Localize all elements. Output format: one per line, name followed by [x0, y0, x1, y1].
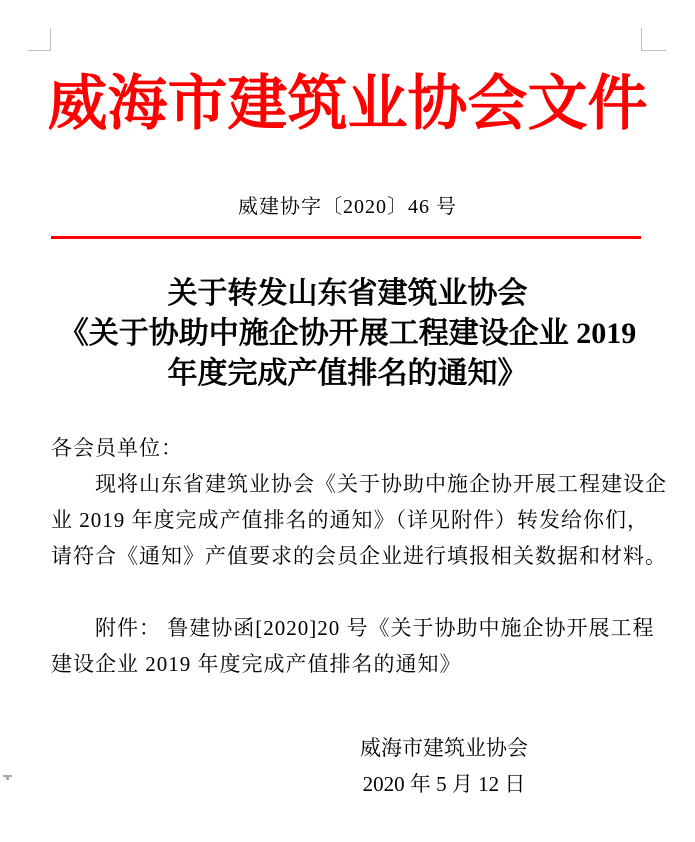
signature-block [352, 730, 536, 802]
body-paragraph-line-3: 请符合《通知》产值要求的会员企业进行填报相关数据和材料。 [51, 544, 667, 568]
document-title-line-1: 关于转发山东省建筑业协会 [167, 277, 528, 310]
doc-number: 威建协字〔2020〕46 号 [238, 196, 457, 218]
red-separator-line [51, 236, 641, 239]
org-masthead-title: 威海市建筑业协会文件 [47, 71, 648, 137]
blank-line [51, 574, 647, 610]
attachment-line-2: 建设企业 2019 年度完成产值排名的通知》 [51, 652, 462, 676]
attachment-line-1: 附件： 鲁建协函[2020]20 号《关于协助中施企协开展工程 [95, 616, 655, 640]
body-paragraph-line-1: 现将山东省建筑业协会《关于协助中施企协开展工程建设企 [95, 472, 667, 496]
document-title-line-2: 《关于协助中施企协开展工程建设企业 2019 [58, 317, 637, 350]
salutation: 各会员单位： [51, 436, 183, 460]
document-body [51, 430, 667, 682]
page-corner-mark-top-left [28, 28, 51, 51]
page-corner-mark-top-right [641, 28, 666, 51]
document-title [0, 274, 695, 394]
signature-date: 2020 年 5 月 12 日 [362, 772, 526, 796]
signature-org: 威海市建筑业协会 [360, 736, 528, 760]
whitespace-toggle-marker [3, 775, 12, 777]
body-paragraph-line-2: 业 2019 年度完成产值排名的通知》（详见附件）转发给你们， [51, 508, 649, 532]
document-title-line-3: 年度完成产值排名的通知》 [167, 357, 528, 390]
